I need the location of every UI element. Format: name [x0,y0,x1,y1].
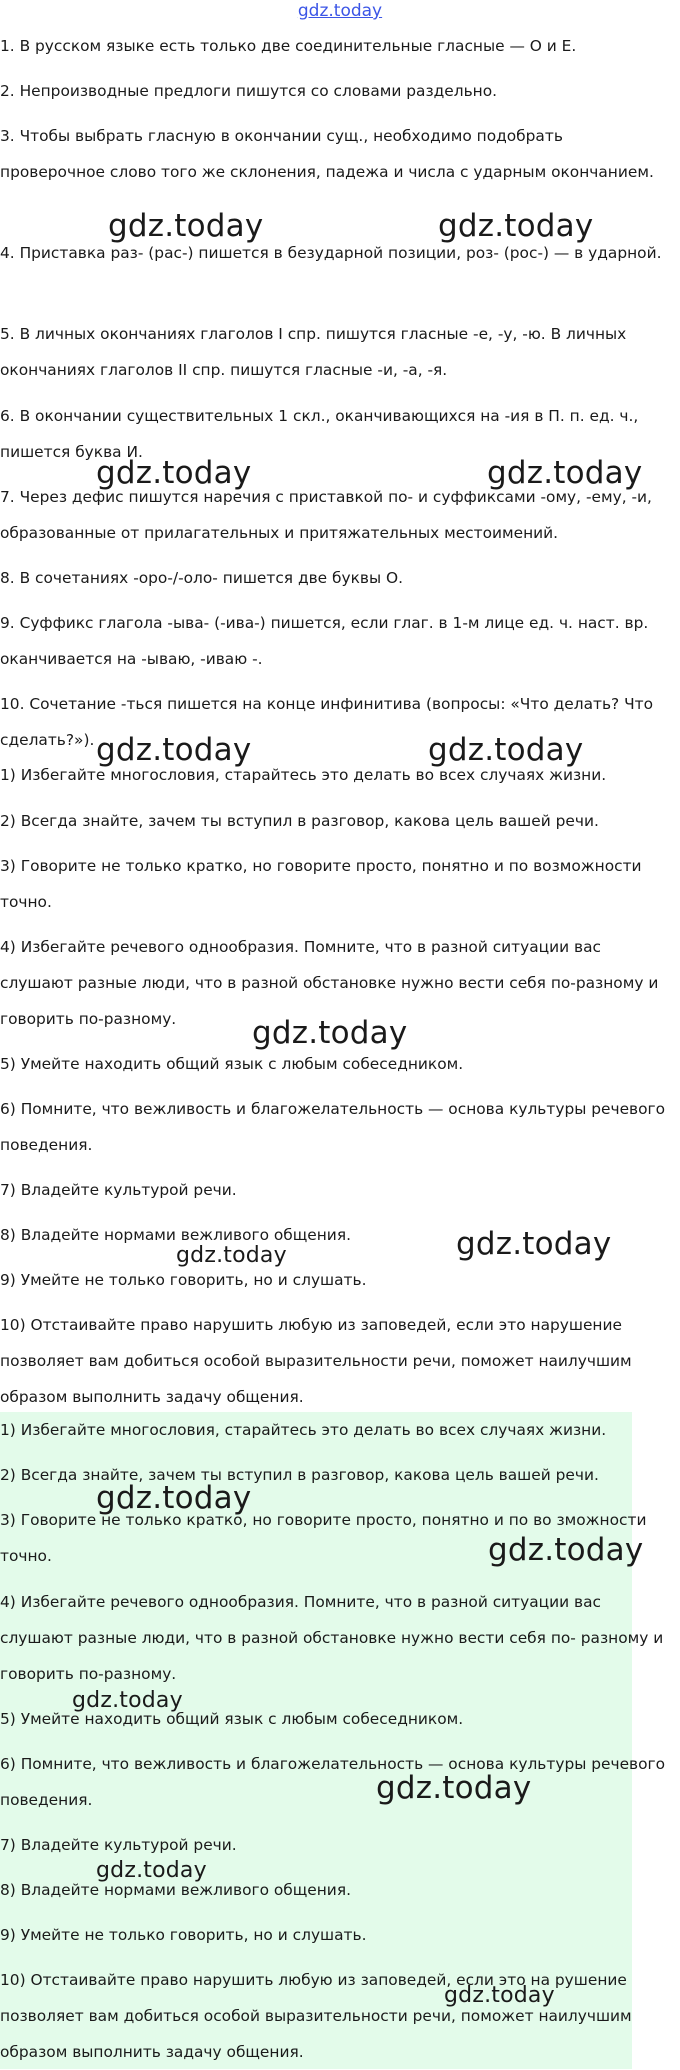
watermark-text: gdz.today [72,1688,183,1713]
answer-a-7: 7) Владейте культурой речи. [0,1181,237,1199]
rule-7: 7. Через дефис пишутся наречия с приставкой по- и суффиксами -ому, -ему, -и, образованные от прилагательных и притяжательных местоимений. [0,488,657,542]
watermark-text: gdz.today [108,208,264,244]
answer-a-2: 2) Всегда знайте, зачем ты вступил в разговор, какова цель вашей речи. [0,812,599,830]
watermark-text: gdz.today [252,1015,408,1051]
answer-b-10: 10) Отстаивайте право нарушить любую из заповедей, если это на рушение позволяет вам добиться особой выразительности речи, поможет наилучшим образом выполнить задачу общения. [0,1971,637,2061]
watermark-text: gdz.today [456,1226,612,1262]
watermark-text: gdz.today [96,1858,207,1883]
answer-b-9: 9) Умейте не только говорить, но и слушать. [0,1926,367,1944]
rule-3: 3. Чтобы выбрать гласную в окончании сущ., необходимо подобрать проверочное слово того же склонения, падежа и числа с ударным окончанием. [0,127,654,181]
watermark-text: gdz.today [428,732,584,768]
answer-b-3: 3) Говорите не только кратко, но говорите просто, понятно и по во зможности точно. [0,1511,652,1565]
answer-b-5: 5) Умейте находить общий язык с любым собеседником. [0,1710,464,1728]
answer-b-7: 7) Владейте культурой речи. [0,1836,237,1854]
answer-a-6: 6) Помните, что вежливость и благожелательность — основа культуры речевого поведения. [0,1100,670,1154]
watermark-text: gdz.today [438,208,594,244]
watermark-text: gdz.today [96,455,252,491]
answer-b-6: 6) Помните, что вежливость и благожелательность — основа культуры речевого поведения. [0,1755,670,1809]
answer-b-2: 2) Всегда знайте, зачем ты вступил в разговор, какова цель вашей речи. [0,1466,599,1484]
answer-a-9: 9) Умейте не только говорить, но и слушать. [0,1271,367,1289]
rule-9: 9. Суффикс глагола -ыва- (-ива-) пишется, если глаг. в 1-м лице ед. ч. наст. вр. оканчивается на -ываю, -иваю -. [0,614,654,668]
rule-1: 1. В русском языке есть только две соединительные гласные — О и Е. [0,37,577,55]
watermark-text: gdz.today [176,1243,287,1268]
rule-4: 4. Приставка раз- (рас-) пишется в безударной позиции, роз- (рос-) — в ударной. [0,244,662,262]
answer-a-8: 8) Владейте нормами вежливого общения. [0,1226,351,1244]
answer-b-4: 4) Избегайте речевого однообразия. Помните, что в разной ситуации вас слушают разные люди, что в разной обстановке нужно вести себя по- разному и говорить по-разному. [0,1593,669,1683]
watermark-text: gdz.today [487,455,643,491]
rule-5: 5. В личных окончаниях глаголов I спр. пишутся гласные -е, -у, -ю. В личных окончаниях глаголов II спр. пишутся гласные -и, -а, -я. [0,325,632,379]
rule-8: 8. В сочетаниях -оро-/-оло- пишется две буквы О. [0,569,404,587]
answer-a-3: 3) Говорите не только кратко, но говорите просто, понятно и по возможности точно. [0,857,647,911]
watermark-text: gdz.today [96,732,252,768]
watermark-text: gdz.today [376,1770,532,1806]
answer-a-4: 4) Избегайте речевого однообразия. Помните, что в разной ситуации вас слушают разные люди, что в разной обстановке нужно вести себя по-разному и говорить по-разному. [0,938,664,1028]
rule-6: 6. В окончании существительных 1 скл., оканчивающихся на -ия в П. п. ед. ч., пишется буква И. [0,407,644,461]
site-header-link[interactable]: gdz.today [297,1,383,21]
rule-10: 10. Сочетание -ться пишется на конце инфинитива (вопросы: «Что делать? Что сделать?»). [0,695,658,749]
rule-2: 2. Непроизводные предлоги пишутся со словами раздельно. [0,82,498,100]
watermark-text: gdz.today [488,1532,644,1568]
answer-b-1: 1) Избегайте многословия, старайтесь это делать во всех случаях жизни. [0,1421,607,1439]
watermark-text: gdz.today [96,1480,252,1516]
watermark-text: gdz.today [444,1983,555,2008]
answer-b-8: 8) Владейте нормами вежливого общения. [0,1881,351,1899]
answer-a-10: 10) Отстаивайте право нарушить любую из заповедей, если это нарушение позволяет вам добиться особой выразительности речи, поможет наилучшим образом выполнить задачу общения. [0,1316,637,1406]
answer-a-1: 1) Избегайте многословия, старайтесь это делать во всех случаях жизни. [0,766,607,784]
answer-a-5: 5) Умейте находить общий язык с любым собеседником. [0,1055,464,1073]
